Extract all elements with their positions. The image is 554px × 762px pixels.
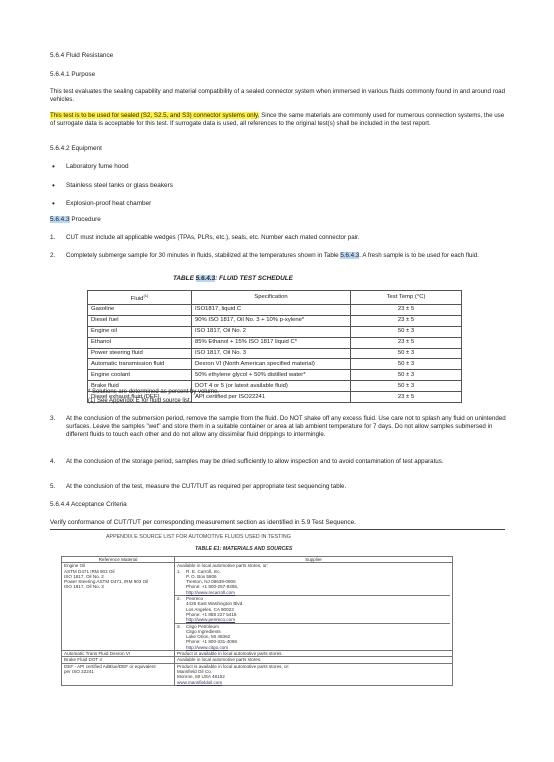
purpose-heading: 5.6.4.1 Purpose: [50, 71, 96, 78]
table-cell: 85% Ethanol + 15% ISO 1817 liquid C*: [192, 337, 351, 348]
table-cell: Engine coolant: [88, 370, 192, 381]
table-cell: 50 ± 3: [351, 370, 462, 381]
table-cell: Engine oil: [88, 326, 192, 337]
table-cell: Automatic Trans Fluid Dexron VI: [62, 651, 175, 657]
material-line: ISO 1817, Oil No. 3: [64, 584, 104, 590]
equipment-heading: 5.6.4.2 Equipment: [50, 145, 102, 152]
table-cell: 23 ± 5: [351, 392, 462, 403]
supplier-entry: [175, 595, 450, 622]
supplier-line: Monroe, MI USA 48162: [177, 674, 225, 680]
supplier-line: R. E. Carroll, Inc.: [186, 568, 221, 574]
bullet-icon: •: [52, 199, 55, 208]
step-text: At the conclusion of the test, measure the CUT/TUT as required per appropriate test sequencing table.: [66, 483, 347, 490]
table-row: [88, 370, 462, 381]
header-cell: Supplier: [175, 557, 453, 563]
table-cell: Ethanol: [88, 337, 192, 348]
fluid-test-schedule-table: [87, 290, 462, 403]
table-cell: [175, 563, 453, 651]
table-cell: Brake fluid: [88, 381, 192, 392]
supplier-line: Los Angeles, CA 90023: [186, 606, 234, 612]
header-cell: Reference Material: [62, 557, 175, 563]
section-heading: 5.6.4 Fluid Resistance: [50, 52, 114, 59]
step-text-part: Completely submerge sample for 30 minutes in fluids, stabilized at the temperatures shown in Table: [66, 252, 341, 259]
procedure-title: Procedure: [69, 216, 101, 223]
appendix-title: APPENDIX E SOURCE LIST FOR AUTOMOTIVE FLUIDS USED IN TESTING: [106, 534, 291, 540]
acceptance-heading: 5.6.4.4 Acceptance Criteria: [50, 501, 127, 508]
caption-part: : FLUID TEST SCHEDULE: [215, 275, 293, 282]
table-cell: API certified per ISO22241: [192, 392, 351, 403]
supplier-line: Product is available in local automotive parts stores, or:: [177, 663, 290, 669]
supplier-entry: [177, 569, 450, 595]
supplier-line: Phone: +1 800-257-9365,: [186, 584, 239, 590]
table-row: [88, 348, 462, 359]
acceptance-text: Verify conformance of CUT/TUT per corresponding measurement section as identified in 5.9 Test Sequence.: [50, 519, 356, 526]
table-cell: Diesel fuel: [88, 315, 192, 326]
table-cell: 23 ± 5: [351, 315, 462, 326]
schedule-table-caption: [173, 275, 293, 282]
step-text: At the conclusion of the submersion period, remove the sample from the fluid. Do NOT shake off any excess fluid. Use care not to splash any fluid on unintended surfaces. Leave the samples "wet" and store them in a suitable container or area at lab ambient temperature for 7 days. Do not allow samples submersed in different fluids to touch each other and do not allow any dissimilar fluid drippings to intermingle.: [66, 415, 506, 438]
table-row: [88, 359, 462, 370]
table-cell: [62, 563, 175, 651]
step-text: [66, 252, 496, 260]
procedure-number: 5.6.4.3: [50, 216, 70, 223]
table-cell: 90% ISO 1817, Oil No. 3 + 10% p-xylene*: [192, 315, 351, 326]
divider: [50, 529, 505, 530]
table-cell: Diesel exhaust fluid (DEF): [88, 392, 192, 403]
table-note: * Solutions are determined as percent by volume.: [88, 389, 220, 395]
step-text: CUT must include all applicable wedges (TPAs, PLRs, etc.), seals, etc. Number each mated connector pair.: [66, 234, 360, 241]
table-cell: [175, 663, 453, 685]
table-cell: 50 ± 3: [351, 326, 462, 337]
table-cell: [62, 663, 175, 685]
table-cell: Power steering fluid: [88, 348, 192, 359]
supplier-link[interactable]: http://www.citgo.com: [186, 644, 229, 650]
supplier-entry: [175, 623, 450, 650]
equipment-item: Stainless steel tanks or glass beakers: [66, 182, 173, 189]
table-row: [88, 337, 462, 348]
scope-paragraph: [50, 112, 510, 128]
step-text: At the conclusion of the storage period, samples may be dried sufficiently to allow inspection and to avoid contamination of test apparatus.: [66, 458, 444, 465]
table-row: [88, 304, 462, 315]
table-row: [62, 563, 453, 651]
scope-rest: Since the same materials are commonly used for numerous connection systems, the use of surrogate data is acceptable for this test. If surrogate data is used, all references to the original test(s) shall be included in the test report.: [50, 112, 505, 127]
scope-highlight: This test is to be used for sealed (S2, S2.5, and S3) connector systems only.: [50, 112, 260, 119]
step-number: 3.: [50, 415, 56, 422]
supplier-line: Phone: +1 800-331-4068: [186, 639, 237, 645]
bullet-icon: •: [52, 162, 55, 171]
material-line: ASTM D471 IRM 902 Oil: [64, 568, 115, 574]
table-cell: Product is available in local automotive parts stores.: [175, 651, 453, 657]
supplier-intro: Available in local automotive parts stores, or:: [177, 563, 269, 569]
materials-sources-table: [61, 556, 453, 686]
material-line: DEF - API certified AdBlue/DEF or equivalent: [64, 663, 156, 669]
supplier-line: Mansfield Oil Co.: [177, 668, 212, 674]
supplier-number: 1.: [177, 568, 181, 574]
step-text-part: . A fresh sample is to be used for each fluid.: [359, 252, 479, 259]
table-cell: ISO1817, liquid C: [192, 304, 351, 315]
purpose-paragraph: This test evaluates the sealing capability and material compatibility of a sealed connector system when immersed in various fluids commonly found in and around road vehicles.: [50, 88, 506, 103]
supplier-link[interactable]: http://www.recarroll.com: [186, 589, 236, 595]
table-cell: Available in local automotive parts stores.: [175, 657, 453, 663]
table-cell: Gasoline: [88, 304, 192, 315]
supplier-link[interactable]: http://www.penreco.com: [186, 617, 236, 623]
material-line: ISO 1817, Oil No. 2: [64, 573, 104, 579]
supplier-line: Citgo Ingredients: [186, 628, 221, 634]
table-cell: 23 ± 5: [351, 304, 462, 315]
table-cell: Dexron VI (North American specified material): [192, 359, 351, 370]
step-number: 2.: [50, 252, 56, 259]
supplier-line: Penreco: [186, 596, 204, 602]
material-line: per ISO 22241: [64, 668, 94, 674]
table-header-row: [88, 291, 462, 305]
supplier-line: Lake Orion, MI 48362: [186, 634, 231, 640]
table-cell: ISO 1817, Oil No. 3: [192, 348, 351, 359]
supplier-line: Citgo Petroleum: [186, 623, 219, 629]
table-cell: 50% ethylene glycol + 50% distilled water*: [192, 370, 351, 381]
table-reference-link[interactable]: 5.6.4.3: [340, 252, 360, 259]
bullet-icon: •: [52, 181, 55, 190]
table-cell: 23 ± 5: [351, 337, 462, 348]
table-cell: 50 ± 3: [351, 348, 462, 359]
table-note: (1) See Appendix E for fluid source list.: [88, 398, 192, 404]
header-cell: Test Temp (°C): [351, 291, 462, 305]
equipment-item: Explosion-proof heat chamber: [66, 200, 152, 207]
step-number: 5.: [50, 483, 56, 490]
material-line: Power Steering ASTM D471, IRM 903 Oil: [64, 579, 149, 585]
caption-part: TABLE: [173, 275, 196, 282]
table-cell: Brake Fluid DOT 4: [62, 657, 175, 663]
table-row: [88, 315, 462, 326]
supplier-line: P. O. Box 5806: [186, 573, 217, 579]
table-cell: 50 ± 3: [351, 359, 462, 370]
step-number: 1.: [50, 234, 56, 241]
table-cell: DOT 4 or 5 (or latest available fluid): [192, 381, 351, 392]
table-row: [62, 663, 453, 685]
table-row: [88, 326, 462, 337]
step-number: 4.: [50, 458, 56, 465]
header-cell: Specification: [192, 291, 351, 305]
appendix-table-caption: TABLE E1: MATERIALS AND SOURCES: [195, 546, 293, 552]
table-cell: 50 ± 3: [351, 381, 462, 392]
table-cell: Automatic transmission fluid: [88, 359, 192, 370]
procedure-heading: [50, 216, 101, 224]
supplier-line: 4426 East Washington Blvd.: [186, 601, 244, 607]
table-cell: ISO 1817, Oil No. 2: [192, 326, 351, 337]
supplier-link[interactable]: www.mansfieldoil.com: [177, 679, 223, 685]
header-cell: Fluid$^{(1)}$: [88, 291, 192, 305]
supplier-line: Phone: +1 888 227 5418: [186, 611, 237, 617]
supplier-number: 2.: [177, 596, 181, 602]
material-line: Engine Oil: [64, 563, 86, 569]
supplier-number: 3.: [177, 623, 181, 629]
caption-ref: 5.6.4.3: [195, 275, 216, 282]
equipment-item: Laboratory fume hood: [66, 163, 129, 170]
supplier-line: Trenton, NJ 08638-0806: [186, 579, 236, 585]
